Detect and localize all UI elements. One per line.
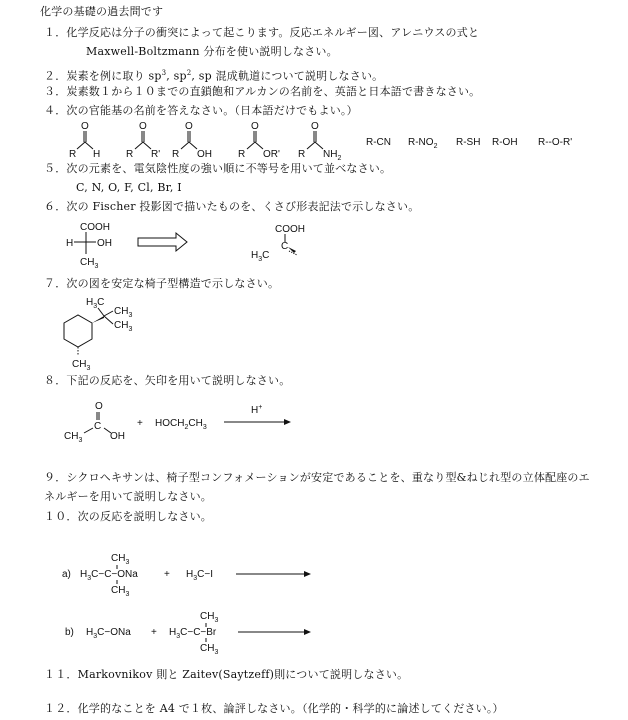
question-9-continuation: ネルギーを用いて説明しなさい。 <box>44 490 212 503</box>
h-label: H <box>93 149 101 160</box>
question-text: 化学反応は分子の衝突によって起こります。反応エネルギー図、アレニウスの式と <box>66 26 480 39</box>
question-number: ７． <box>44 277 67 290</box>
question-number: ３． <box>44 85 67 98</box>
reaction-a-label: a) <box>62 569 71 580</box>
reaction-arrow-icon <box>304 629 311 635</box>
question-text: Markovnikov 則と Zaitev(Saytzeff)則について説明しなさい。 <box>77 668 409 681</box>
question-text: 次の官能基の名前を答えなさい。（日本語だけでもよい。） <box>66 104 358 117</box>
ethanol-label: $HOCH_2CH_3$ <box>155 418 207 431</box>
oh-label: OH <box>197 149 212 160</box>
wedge-center: C <box>281 241 289 252</box>
question-8 <box>44 374 290 388</box>
r-prime-label: R' <box>151 149 161 160</box>
plus-sign: + <box>151 627 157 638</box>
ester-structure <box>238 121 280 160</box>
question-number: ２． <box>44 69 67 83</box>
or-prime-label: OR' <box>263 149 280 160</box>
question-1 <box>44 26 479 40</box>
question-text: 次の図を安定な椅子型構造で示しなさい。 <box>66 277 280 290</box>
thiol-label: R-SH <box>456 137 481 148</box>
question-number: ４． <box>44 104 67 117</box>
plus-sign: + <box>164 569 170 580</box>
reaction-a-bottom: $CH_3$ <box>111 585 130 598</box>
carboxylic-acid-structure <box>172 121 212 160</box>
question-number: ９． <box>44 471 67 484</box>
ether-label: R--O-R' <box>538 137 573 148</box>
tbutyl-top: $H_3C$ <box>86 297 105 310</box>
fischer-right: OH <box>97 238 112 249</box>
oxygen-label: O <box>81 121 89 132</box>
amide-structure <box>298 121 341 162</box>
tbutyl-r2: $CH_3$ <box>114 320 133 333</box>
question-text: 次の Fischer 投影図で描いたものを、くさび形表記法で示しなさい。 <box>66 200 420 213</box>
nh2-label: $NH_2$ <box>323 149 342 162</box>
question-number: ８． <box>44 374 67 387</box>
fischer-projection-diagram <box>0 218 628 268</box>
question-text: , sp <box>166 69 187 83</box>
question-9 <box>44 471 590 485</box>
hydroxyl-label: OH <box>110 431 125 442</box>
question-5 <box>44 162 391 176</box>
reaction-b-bottom: $CH_3$ <box>200 643 219 656</box>
question-number: １． <box>44 26 67 39</box>
wedge-left: $H_3C$ <box>251 250 270 263</box>
aldehyde-structure <box>69 121 100 160</box>
reaction-a-main: $H_3C-C-ONa$ <box>80 569 138 582</box>
superscript: 3 <box>161 69 167 77</box>
r-label: R <box>238 149 246 160</box>
question-6 <box>44 200 419 214</box>
functional-groups-diagram <box>0 120 628 160</box>
question-10 <box>44 510 212 524</box>
fischer-bottom: $CH_3$ <box>80 257 99 270</box>
question-text: 次の反応を説明しなさい。 <box>77 510 213 523</box>
cyclohexane-diagram <box>0 292 200 372</box>
element-list: C, N, O, F, Cl, Br, I <box>76 181 182 194</box>
catalyst-label: H+ <box>251 404 263 416</box>
oxygen-label: O <box>311 121 319 132</box>
question-12 <box>44 702 504 716</box>
oxygen-label: O <box>139 121 147 132</box>
question-text: シクロヘキサンは、椅子型コンフォメーションが安定であることを、重なり型&ねじれ型の立体配座のエ <box>66 471 590 484</box>
substitution-reactions-diagram <box>0 550 628 670</box>
question-text: 炭素を例に取り sp <box>66 69 162 83</box>
r-label: R <box>126 149 134 160</box>
question-text: 炭素数１から１０までの直鎖飽和アルカンの名前を、英語と日本語で書きなさい。 <box>66 85 481 98</box>
methyl-bottom: $CH_3$ <box>72 359 91 372</box>
question-2 <box>44 66 383 84</box>
oxygen-label: O <box>185 121 193 132</box>
reaction-arrow-icon <box>284 419 291 425</box>
reaction-b-top: $CH_3$ <box>200 611 219 624</box>
page-title: 化学の基礎の過去問です <box>40 5 164 18</box>
reaction-a-reagent: $H_3C-I$ <box>186 569 213 582</box>
question-number: ５． <box>44 162 67 175</box>
hollow-arrow-icon <box>138 233 187 251</box>
question-text: 下記の反応を、矢印を用いて説明しなさい。 <box>66 374 291 387</box>
question-4 <box>44 104 358 118</box>
wedge-top: COOH <box>275 224 305 235</box>
question-number: １２． <box>44 702 78 715</box>
oxygen-label: O <box>251 121 259 132</box>
fischer-top: COOH <box>80 222 110 233</box>
reaction-b-label: b) <box>65 627 74 638</box>
reaction-a-top: $CH_3$ <box>111 553 130 566</box>
superscript: 2 <box>186 69 192 77</box>
reaction-b-reagent: $H_3C-C-Br$ <box>169 627 217 640</box>
question-text: , sp 混成軌道について説明しなさい。 <box>191 69 384 83</box>
plus-sign: + <box>137 418 143 429</box>
question-text: 次の元素を、電気陰性度の強い順に不等号を用いて並べなさい。 <box>66 162 392 175</box>
reaction-arrow-icon <box>304 571 311 577</box>
question-number: ６． <box>44 200 67 213</box>
question-7 <box>44 277 279 291</box>
alcohol-label: R-OH <box>492 137 518 148</box>
question-1-continuation: Maxwell-Boltzmann 分布を使い説明しなさい。 <box>86 45 338 58</box>
tbutyl-r1: $CH_3$ <box>114 306 133 319</box>
oxygen-label: O <box>95 401 103 412</box>
carbon-label: C <box>94 421 102 432</box>
ketone-structure <box>126 121 160 160</box>
question-3 <box>44 85 480 99</box>
question-11 <box>44 668 408 682</box>
r-label: R <box>172 149 180 160</box>
r-label: R <box>298 149 306 160</box>
nitro-label: $R-NO_2$ <box>408 137 438 150</box>
fischer-left: H <box>66 238 74 249</box>
esterification-diagram <box>0 398 628 448</box>
methyl-label: $CH_3$ <box>64 431 83 444</box>
reaction-b-main: $H_3C-ONa$ <box>86 627 131 640</box>
r-label: R <box>69 149 77 160</box>
question-text: 化学的なことを A4 で１枚、論評しなさい。（化学的・科学的に論述してください。） <box>77 702 504 715</box>
question-number: １０． <box>44 510 78 523</box>
question-number: １１． <box>44 668 78 681</box>
nitrile-label: R-CN <box>366 137 391 148</box>
